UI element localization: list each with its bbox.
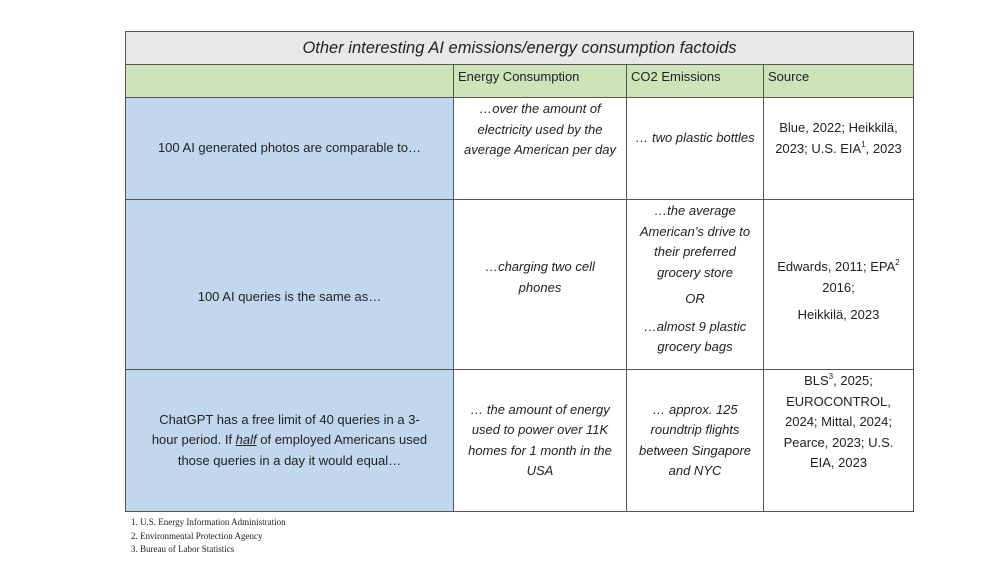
footnote-2: 2. Environmental Protection Agency <box>131 530 263 541</box>
row1-energy: …over the amount of electricity used by the average American per day <box>454 98 627 200</box>
footnote-3: 3. Bureau of Labor Statistics <box>131 544 235 554</box>
factoids-table <box>125 31 914 512</box>
row-label-chatgpt: ChatGPT has a free limit of 40 queries in a 3-hour period. If half of employed Americans used those queries in a day it would equal… <box>125 370 454 512</box>
header-energy: Energy Consumption <box>454 65 627 98</box>
row3-source: BLS$^3$, 2025; EUROCONTROL, 2024; Mittal, 2024; Pearce, 2023; U.S. EIA, 2023 <box>764 370 914 512</box>
footnote-1: 1. U.S. Energy Information Administration <box>131 517 286 527</box>
header-co2: CO2 Emissions <box>627 65 764 98</box>
row3-energy: … the amount of energy used to power over 11K homes for 1 month in the USA <box>454 370 627 512</box>
footnotes <box>131 516 286 557</box>
row-label-queries: 100 AI queries is the same as… <box>125 200 454 370</box>
row2-energy: …charging two cell phones <box>454 200 627 370</box>
row3-co2: … approx. 125 roundtrip flights between Singapore and NYC <box>627 370 764 512</box>
row1-source: Blue, 2022; Heikkilä, 2023; U.S. EIA$^1$, 2023 <box>764 98 914 200</box>
table-title: Other interesting AI emissions/energy consumption factoids <box>125 31 914 65</box>
header-blank <box>125 65 454 98</box>
row2-source: Edwards, 2011; EPA$^2$ 2016; Heikkilä, 2023 <box>764 200 914 370</box>
header-source: Source <box>764 65 914 98</box>
row2-co2: …the average American’s drive to their preferred grocery store OR …almost 9 plastic grocery bags <box>627 200 764 370</box>
row1-co2: … two plastic bottles <box>627 98 764 200</box>
row-label-photos: 100 AI generated photos are comparable to… <box>125 98 454 200</box>
